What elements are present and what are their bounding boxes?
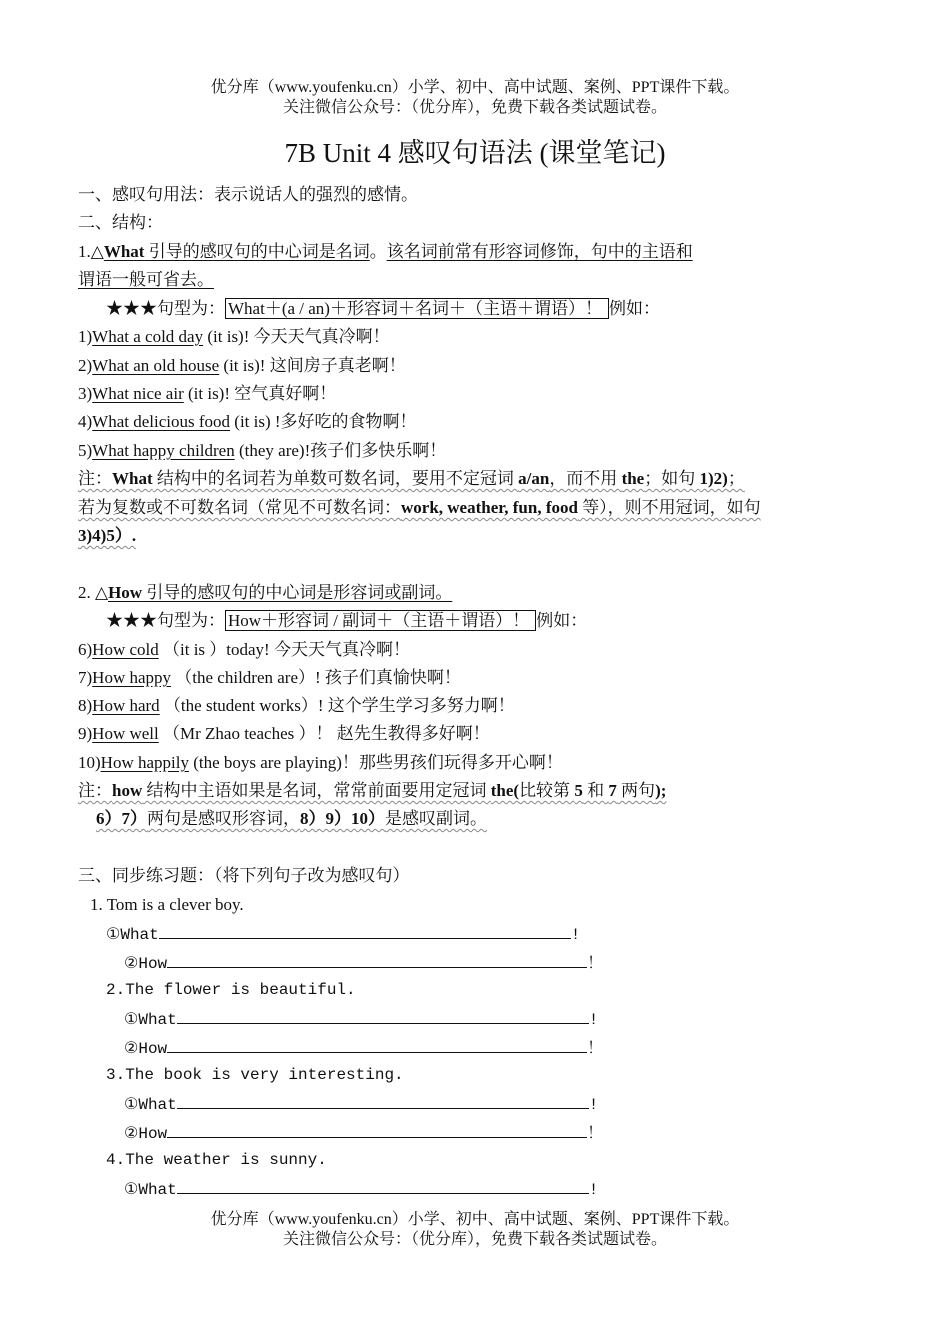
header-line-2: 关注微信公众号：（优分库），免费下载各类试题试卷。	[282, 99, 667, 116]
example-rest: （the children are）! 孩子们真愉快啊！	[171, 668, 461, 687]
how-example-6	[78, 639, 410, 661]
note-keyword: the	[621, 469, 645, 488]
note-text: 结构中主语如果是名词，常常前面要用定冠词	[142, 781, 491, 800]
answer-blank[interactable]	[167, 1036, 587, 1053]
exercise-1-sentence: 1. Tom is a clever boy.	[90, 895, 244, 914]
page-title: 7B Unit 4 感叹句语法 (课堂笔记)	[284, 138, 666, 168]
example-rest: (it is)! 空气真好啊！	[183, 384, 337, 403]
example-rest: （the student works）! 这个学生学习多努力啊！	[159, 696, 515, 715]
example-phrase: How well	[92, 724, 159, 743]
example-num: 2)	[78, 356, 93, 375]
example-num: 8)	[78, 696, 93, 715]
example-rest: （Mr Zhao teaches ）！ 赵先生教得多好啊！	[158, 724, 490, 743]
note-keyword: );	[655, 781, 667, 800]
example-phrase: What nice air	[92, 384, 184, 403]
answer-end: !	[570, 926, 581, 944]
answer-end: !	[588, 1181, 599, 1199]
what-pattern-after: 例如：	[608, 299, 660, 318]
note-keyword: 7	[608, 781, 617, 800]
how-keyword: How	[108, 583, 143, 602]
exercise-4-sentence: 4.The weather is sunny.	[106, 1151, 327, 1169]
example-phrase: What delicious food	[92, 412, 231, 431]
what-intro-text-3: 谓语一般可省去。	[78, 270, 214, 289]
note-keyword: 5	[574, 781, 583, 800]
note-text: 结构中的名词若为单数可数名词，要用不定冠词	[152, 469, 519, 488]
example-phrase: What an old house	[92, 356, 220, 375]
what-note-line-3: 3)4)5）.	[78, 526, 137, 545]
how-pattern-label: ★★★句型为：	[106, 611, 225, 630]
how-example-7	[78, 667, 461, 689]
answer-end: ！	[587, 955, 604, 973]
example-num: 6)	[78, 640, 93, 659]
what-example-2	[78, 355, 406, 377]
example-num: 3)	[78, 384, 93, 403]
what-example-4	[78, 411, 417, 433]
what-intro-text-2: 该名词前常有形容词修饰，句中的主语和	[386, 242, 693, 261]
note-text: 和	[582, 781, 609, 800]
exercise-4-what-row	[124, 1177, 598, 1201]
note-keyword: how	[112, 781, 143, 800]
answer-end: ！	[587, 1125, 604, 1143]
what-intro-sep: 。	[369, 242, 387, 261]
note-text: ，而不用	[549, 469, 622, 488]
example-phrase: How happy	[92, 668, 172, 687]
answer-end: !	[588, 1011, 599, 1029]
example-rest: (it is) !多好吃的食物啊！	[230, 412, 417, 431]
exercise-2-what-row	[124, 1007, 598, 1031]
example-num: 4)	[78, 412, 93, 431]
answer-end: ！	[587, 1040, 604, 1058]
section-3-heading: 三、同步练习题：（将下列句子改为感叹句）	[78, 866, 410, 885]
answer-prefix: ①What	[124, 1011, 177, 1029]
example-num: 5)	[78, 441, 93, 460]
exercise-3-sentence: 3.The book is very interesting.	[106, 1066, 404, 1084]
footer-line-2: 关注微信公众号：（优分库），免费下载各类试题试卷。	[282, 1231, 667, 1248]
answer-prefix: ①What	[124, 1096, 177, 1114]
note-text: 若为复数或不可数名词（常见不可数名词：	[78, 498, 401, 517]
answer-prefix: ②How	[124, 955, 168, 973]
what-pattern-label: ★★★句型为：	[106, 299, 225, 318]
what-pattern-box: What＋(a / an)＋形容词＋名词＋（主语＋谓语）！	[225, 298, 609, 319]
answer-blank[interactable]	[159, 922, 571, 939]
example-rest: (the boys are playing)！那些男孩们玩得多开心啊！	[188, 753, 563, 772]
footer-line-1: 优分库（www.youfenku.cn）小学、初中、高中试题、案例、PPT课件下载。	[210, 1211, 740, 1228]
example-phrase: How cold	[92, 640, 159, 659]
note-label: 注：	[78, 469, 112, 488]
example-num: 9)	[78, 724, 93, 743]
how-intro-num: 2. △	[78, 583, 109, 602]
note-text: 是感叹副词。	[385, 809, 487, 828]
note-text: 两句	[616, 781, 656, 800]
what-example-5	[78, 440, 446, 462]
note-keyword: 1)2)	[699, 469, 728, 488]
note-keyword: What	[112, 469, 153, 488]
example-rest: (it is)! 今天天气真冷啊！	[203, 327, 390, 346]
what-note-line-1	[78, 468, 745, 490]
note-keyword: 6）7）	[96, 809, 147, 828]
example-rest: (they are)!孩子们多快乐啊！	[234, 441, 447, 460]
how-intro-text: 引导的感叹句的中心词是形容词或副词。	[142, 583, 453, 602]
section-2-heading: 二、结构：	[78, 213, 163, 232]
what-example-3	[78, 383, 336, 405]
example-phrase: What a cold day	[92, 327, 204, 346]
example-num: 1)	[78, 327, 93, 346]
answer-blank[interactable]	[177, 1007, 589, 1024]
how-example-8	[78, 695, 515, 717]
exercise-3-how-row	[124, 1121, 603, 1145]
answer-end: !	[588, 1096, 599, 1114]
how-pattern-box: How＋形容词 / 副词＋（主语＋谓语）！	[225, 610, 536, 631]
exercise-2-how-row	[124, 1036, 603, 1060]
example-phrase: How happily	[100, 753, 189, 772]
what-intro-line-2	[78, 269, 214, 291]
note-text: 比较第	[519, 781, 575, 800]
note-keyword: the(	[490, 781, 520, 800]
answer-prefix: ②How	[124, 1125, 168, 1143]
note-keyword: 8）9）10）	[300, 809, 385, 828]
note-text: ；如句	[644, 469, 700, 488]
note-text: 两句是感叹形容词，	[147, 809, 300, 828]
what-keyword: What	[103, 242, 145, 261]
header-line-1: 优分库（www.youfenku.cn）小学、初中、高中试题、案例、PPT课件下载。	[210, 79, 740, 96]
answer-blank[interactable]	[167, 951, 587, 968]
section-1-heading: 一、感叹句用法：表示说话人的强烈的感情。	[78, 185, 418, 204]
note-text: 等），则不用冠词，如句	[577, 498, 761, 517]
example-phrase: What happy children	[92, 441, 235, 460]
example-num: 7)	[78, 668, 93, 687]
how-intro-line	[78, 582, 452, 604]
example-num: 10)	[78, 753, 101, 772]
note-keyword: work, weather, fun, food	[401, 498, 578, 517]
answer-blank[interactable]	[177, 1092, 589, 1109]
example-phrase: How hard	[92, 696, 160, 715]
what-intro-line-1	[78, 241, 693, 263]
how-note-line-2	[96, 808, 487, 830]
answer-prefix: ①What	[106, 926, 159, 944]
note-keyword: a/an	[518, 469, 550, 488]
example-rest: (it is)! 这间房子真老啊！	[219, 356, 406, 375]
what-pattern-line	[106, 298, 660, 320]
how-note-line-1	[78, 780, 666, 802]
answer-blank[interactable]	[167, 1121, 587, 1138]
how-pattern-after: 例如：	[536, 611, 588, 630]
exercise-2-sentence: 2.The flower is beautiful.	[106, 981, 356, 999]
how-pattern-line	[106, 610, 587, 632]
example-rest: （it is ）today! 今天天气真冷啊！	[158, 640, 410, 659]
answer-prefix: ①What	[124, 1181, 177, 1199]
note-label: 注：	[78, 781, 112, 800]
exercise-1-what-row	[106, 922, 580, 946]
what-example-1	[78, 326, 390, 348]
how-example-9	[78, 723, 490, 745]
what-note-line-2	[78, 497, 761, 519]
how-example-10	[78, 752, 563, 774]
what-intro-text: 引导的感叹句的中心词是名词	[144, 242, 370, 261]
answer-blank[interactable]	[177, 1177, 589, 1194]
exercise-3-what-row	[124, 1092, 598, 1116]
note-text: ；	[727, 469, 745, 488]
what-intro-triangle: 1.△	[78, 242, 104, 261]
exercise-1-how-row	[124, 951, 603, 975]
answer-prefix: ②How	[124, 1040, 168, 1058]
